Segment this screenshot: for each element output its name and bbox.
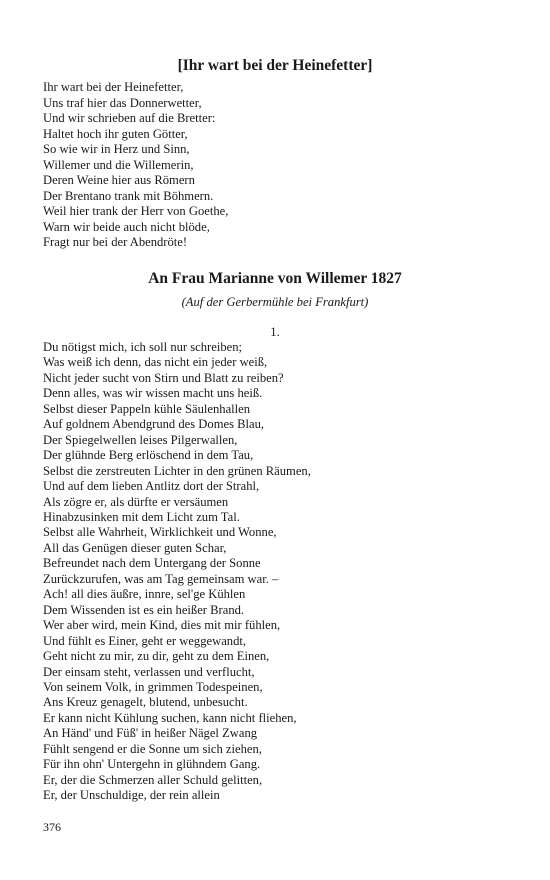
verse-line: Wer aber wird, mein Kind, dies mit mir fühlen,	[43, 618, 281, 633]
verse-line: So wie wir in Herz und Sinn,	[43, 142, 190, 156]
verse-line: Und auf dem lieben Antlitz dort der Strahl,	[43, 479, 260, 494]
verse-line: Selbst alle Wahrheit, Wirklichkeit und Wonne,	[43, 525, 277, 540]
verse-line: Selbst dieser Pappeln kühle Säulenhallen	[43, 401, 251, 416]
verse-line: Zurückzurufen, was am Tag gemeinsam war. –	[43, 571, 279, 586]
poem-title-heinefetter: [Ihr wart bei der Heinefetter]	[177, 57, 373, 74]
verse-line: Er, der Unschuldige, der rein allein	[43, 788, 220, 803]
poem-subtitle: (Auf der Gerbermühle bei Frankfurt)	[181, 295, 369, 309]
verse-line: Von seinem Volk, in grimmen Todespeinen,	[43, 679, 263, 694]
verse-line: Fragt nur bei der Abendröte!	[43, 235, 188, 249]
verse-line: Fühlt sengend er die Sonne um sich ziehen,	[43, 741, 262, 756]
verse-line: An Händ' und Füß' in heißer Nägel Zwang	[43, 726, 258, 741]
page-number: 376	[43, 820, 61, 834]
verse-line: Selbst die zerstreuten Lichter in den grünen Räumen,	[43, 463, 311, 478]
verse-line: Der einsam steht, verlassen und verflucht,	[43, 664, 255, 679]
section-number: 1.	[270, 325, 280, 339]
verse-line: Du nötigst mich, ich soll nur schreiben;	[43, 340, 243, 354]
verse-line: Für ihn ohn' Untergehn in glühndem Gang.	[43, 757, 261, 772]
verse-line: All das Genügen dieser guten Schar,	[43, 540, 227, 555]
verse-line: Deren Weine hier aus Römern	[43, 173, 195, 187]
verse-line: Haltet hoch ihr guten Götter,	[43, 126, 188, 141]
verse-line: Uns traf hier das Donnerwetter,	[43, 95, 202, 110]
verse-line: Der Spiegelwellen leises Pilgerwallen,	[43, 432, 238, 447]
verse-line: Als zögre er, als dürfte er versäumen	[43, 494, 229, 509]
verse-line: Befreundet nach dem Untergang der Sonne	[43, 556, 261, 571]
poem-marianne	[43, 340, 523, 804]
verse-line: Weil hier trank der Herr von Goethe,	[43, 204, 229, 218]
verse-line: Was weiß ich denn, das nicht ein jeder weiß,	[43, 355, 268, 370]
verse-line: Willemer und die Willemerin,	[43, 157, 194, 172]
poem-title-marianne: An Frau Marianne von Willemer 1827	[148, 270, 402, 287]
verse-line: Ihr wart bei der Heinefetter,	[43, 80, 184, 94]
verse-line: Auf goldnem Abendgrund des Domes Blau,	[43, 417, 265, 432]
verse-line: Hinabzusinken mit dem Licht zum Tal.	[43, 509, 240, 524]
poem-heinefetter	[43, 80, 523, 251]
verse-line: Ach! all dies äußre, innre, sel'ge Kühlen	[43, 587, 246, 602]
verse-line: Dem Wissenden ist es ein heißer Brand.	[43, 602, 245, 617]
verse-line: Der Brentano trank mit Böhmern.	[43, 188, 214, 203]
verse-line: Und wir schrieben auf die Bretter:	[43, 111, 216, 125]
verse-line: Und fühlt es Einer, geht er weggewandt,	[43, 633, 247, 648]
verse-line: Geht nicht zu mir, zu dir, geht zu dem Einen,	[43, 649, 270, 664]
verse-line: Warn wir beide auch nicht blöde,	[43, 219, 210, 234]
verse-line: Nicht jeder sucht von Stirn und Blatt zu reiben?	[43, 370, 284, 385]
verse-line: Ans Kreuz genagelt, blutend, unbesucht.	[43, 695, 248, 710]
verse-line: Er, der die Schmerzen aller Schuld gelitten,	[43, 772, 263, 787]
verse-line: Er kann nicht Kühlung suchen, kann nicht fliehen,	[43, 710, 297, 725]
verse-line: Der glühnde Berg erlöschend in dem Tau,	[43, 448, 254, 463]
verse-line: Denn alles, was wir wissen macht uns heiß.	[43, 386, 263, 401]
